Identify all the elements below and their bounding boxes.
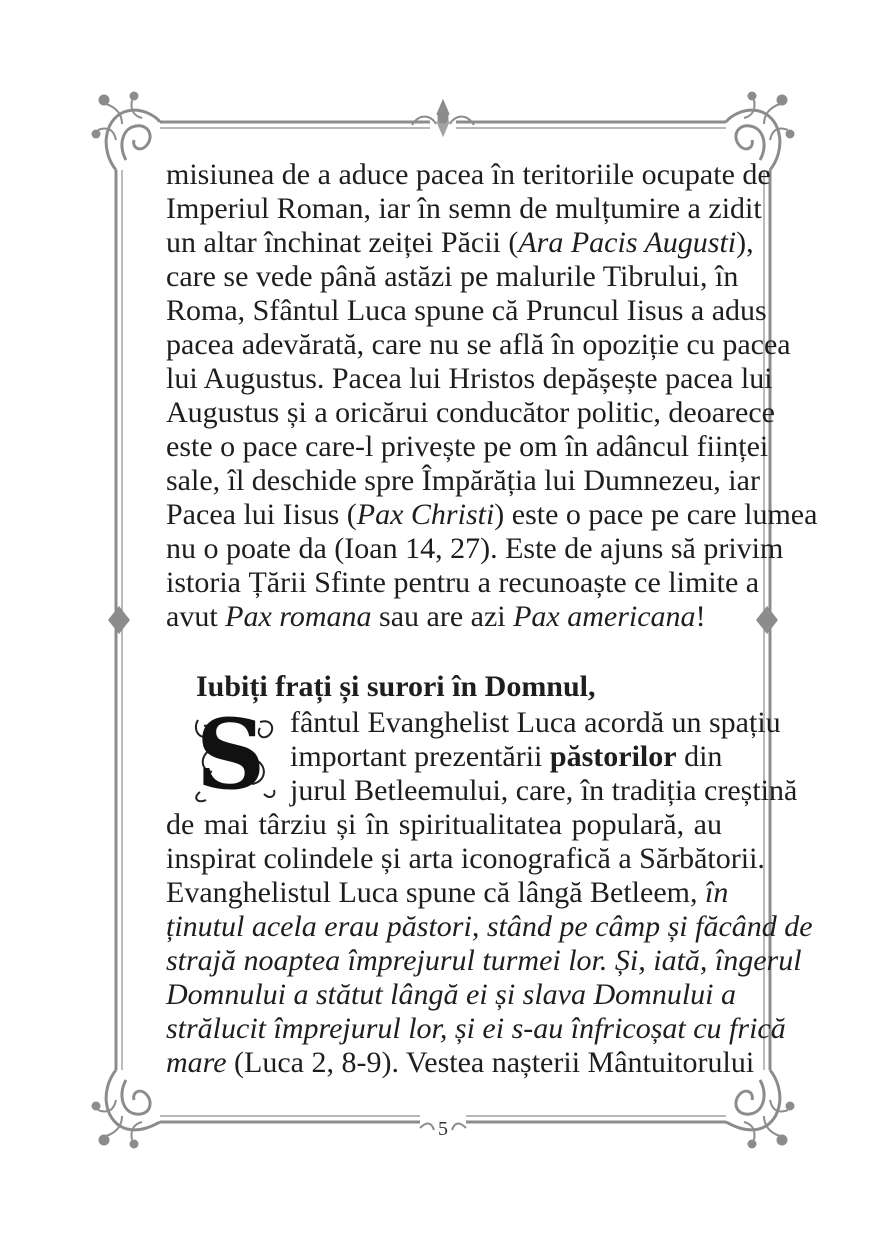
text-line bbox=[166, 1012, 786, 1046]
text-run: misiunea de a aduce pacea în teritoriile ocupate de bbox=[166, 158, 771, 191]
text-run: Imperiul Roman, iar în semn de mulțumire a zidit bbox=[166, 192, 762, 225]
text-run: jurul Betleemului, care, în tradiția creștină bbox=[290, 774, 798, 807]
text-line bbox=[166, 498, 818, 532]
text-run: inspirat colindele și arta iconografică a Sărbătorii. bbox=[166, 842, 765, 875]
text-run: ținutul acela erau păstori, stând pe câmp și făcând de bbox=[166, 910, 813, 943]
text-run: important prezentării bbox=[290, 740, 550, 773]
text-run: din bbox=[676, 740, 723, 773]
text-run: nu o poate da (Ioan 14, 27). Este de ajuns să privim bbox=[166, 532, 784, 565]
text-run: avut bbox=[166, 600, 226, 633]
text-line bbox=[166, 430, 769, 464]
text-run: de mai târziu și în spiritualitatea populară, au bbox=[166, 808, 722, 841]
text-line bbox=[166, 566, 760, 600]
text-run: Evanghelistul Luca spune că lângă Betleem, bbox=[166, 876, 705, 909]
text-line bbox=[166, 978, 736, 1012]
text-line bbox=[290, 740, 722, 774]
text-line bbox=[166, 226, 754, 260]
corner-ornament-top-left bbox=[93, 93, 160, 170]
text-run: fântul Evanghelist Luca acordă un spațiu bbox=[290, 706, 781, 739]
dropcap-letter: S bbox=[196, 698, 266, 811]
text-line bbox=[166, 944, 802, 978]
text-run: Pax Christi bbox=[356, 498, 495, 531]
text-run: sau are azi bbox=[371, 600, 514, 633]
text-run: păstorilor bbox=[549, 740, 677, 773]
top-center-ornament bbox=[412, 100, 474, 136]
text-run: pacea adevărată, care nu se află în opoziție cu pacea bbox=[166, 328, 791, 361]
left-side-ornament bbox=[108, 606, 130, 634]
text-line bbox=[166, 158, 771, 192]
text-run: (Luca 2, 8-9). Vestea nașterii Mântuitorului bbox=[226, 1046, 755, 1079]
text-line bbox=[166, 464, 760, 498]
text-line bbox=[166, 362, 773, 396]
text-run: istoria Țării Sfinte pentru a recunoaște ce limite a bbox=[166, 566, 760, 599]
text-line bbox=[166, 532, 784, 566]
text-run: ! bbox=[695, 600, 706, 633]
paragraph-2 bbox=[166, 808, 813, 1080]
section-heading: Iubiți frați și surori în Domnul, bbox=[196, 670, 596, 703]
text-run: Augustus și a oricărui conducător politic, deoarece bbox=[166, 396, 775, 429]
text-run: în bbox=[704, 876, 729, 909]
text-run: Pax romana bbox=[225, 600, 372, 633]
text-run: strălucit împrejurul lor, și ei s-au înfricoșat cu frică bbox=[166, 1012, 786, 1045]
text-run: sale, îl deschide spre Împărăția lui Dumnezeu, iar bbox=[166, 464, 760, 497]
text-run: este o pace care-l privește pe om în adâncul ființei bbox=[166, 430, 769, 463]
text-line bbox=[166, 192, 762, 226]
text-run: lui Augustus. Pacea lui Hristos depășește pacea lui bbox=[166, 362, 773, 395]
right-side-ornament bbox=[756, 606, 778, 634]
text-run: mare bbox=[166, 1046, 227, 1079]
text-run: care se vede până astăzi pe malurile Tibrului, în bbox=[166, 260, 739, 293]
text-run: un altar închinat zeiței Păcii ( bbox=[166, 226, 519, 259]
text-line bbox=[166, 910, 813, 944]
text-run: ) este o pace pe care lumea bbox=[494, 498, 818, 531]
text-line bbox=[290, 706, 781, 740]
text-line bbox=[166, 294, 767, 328]
text-line bbox=[166, 808, 722, 842]
text-line bbox=[166, 600, 722, 634]
text-run: ), bbox=[736, 226, 754, 259]
text-line bbox=[166, 396, 775, 430]
text-line bbox=[166, 842, 765, 876]
text-line bbox=[290, 774, 798, 808]
text-run: Pacea lui Iisus ( bbox=[166, 498, 357, 531]
text-run: strajă noaptea împrejurul turmei lor. Și, iată, îngerul bbox=[166, 944, 802, 977]
text-line bbox=[166, 1046, 755, 1080]
page-number: 5 bbox=[438, 1118, 448, 1140]
text-run: Domnului a stătut lângă ei și slava Domnului a bbox=[166, 978, 736, 1011]
text-run: Pax americana bbox=[513, 600, 696, 633]
text-line bbox=[166, 876, 729, 910]
decorated-dropcap bbox=[190, 698, 278, 811]
paragraph-2-beside-dropcap bbox=[290, 706, 798, 808]
text-line bbox=[166, 260, 739, 294]
text-run: Ara Pacis Augusti bbox=[518, 226, 737, 259]
paragraph-1 bbox=[166, 158, 818, 634]
text-run: Roma, Sfântul Luca spune că Pruncul Iisus a adus bbox=[166, 294, 767, 327]
text-line bbox=[166, 328, 791, 362]
